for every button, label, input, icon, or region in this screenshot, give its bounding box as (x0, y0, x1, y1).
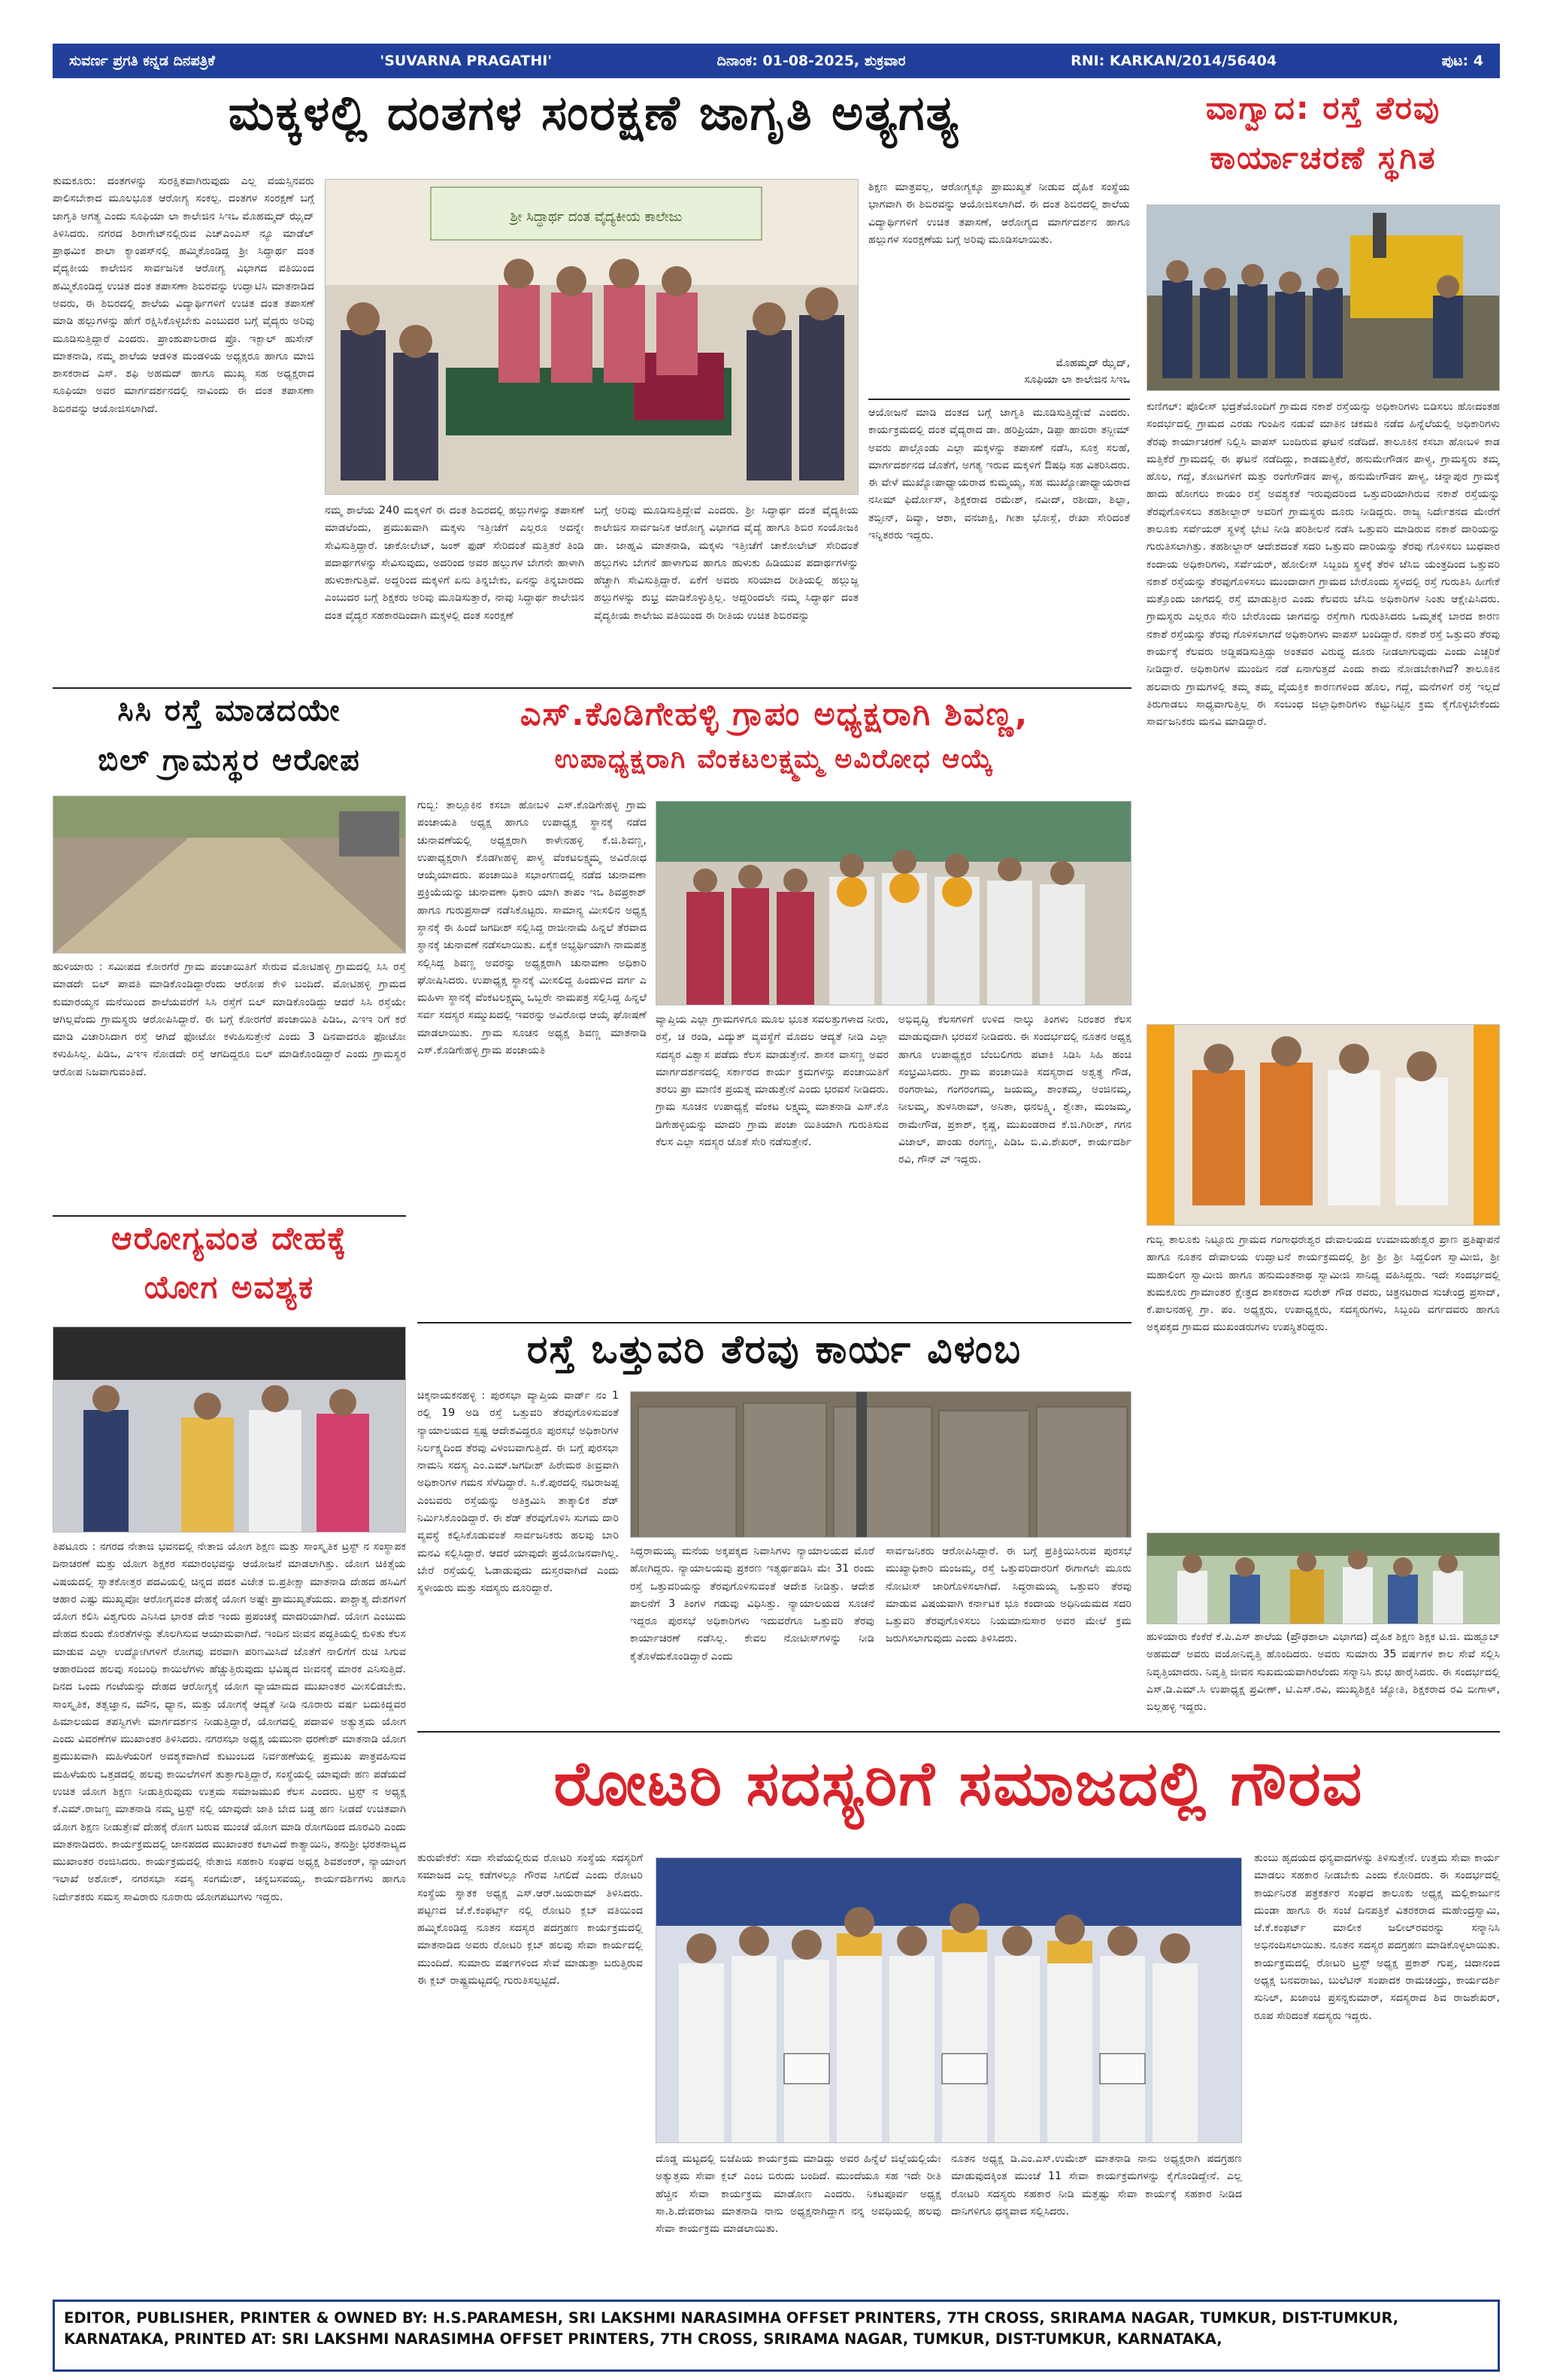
yoga-photo (53, 1326, 406, 1533)
cc-road-photo (53, 796, 406, 954)
rni-number: RNI: KARKAN/2014/56404 (1071, 53, 1277, 69)
road-clear-photo-svg (1147, 205, 1500, 391)
yoga-photo-svg (53, 1327, 406, 1533)
panchayat-col-3: ಅಭಿವೃದ್ಧಿ ಕೆಲಸಗಳಿಗೆ ಉಳಿದ ನಾಲ್ಕು ತಿಂಗಳು ನಿರಂತರ ಕೆಲಸ ಮಾಡುವುದಾಗಿ ಭರವಸೆ ನೀಡಿದರು. ಈ ಸಂದರ್ಭದಲ್ಲಿ ನೂತನ ಅಧ್ಯಕ್ಷ ಹಾಗೂ ಉಪಾಧ್ಯಕ್ಷರ ಬೆಂಬಲಿಗರು ಪಟಾಕಿ ಸಿಡಿಸಿ ಸಿಹಿ ಹಂಚಿ ಸಂಭ್ರಮಿಸಿದರು. ಗ್ರಾಮ ಪಂಚಾಯಿತಿ ಸದಸ್ಯರಾದ ಅಶ್ವತ್ಥ ಗೌಡ, ರಂಗರಾಜು, ಗಂಗರಂಗಮ್ಮ, ಜಯಮ್ಮ, ಶಾಂತಮ್ಮ, ಅಂಜಿನಮ್ಮ, ನೀಲಮ್ಮ, ತುಳಸಿರಾಮ್, ಅನಿತಾ, ಧನಲಕ್ಷ್ಮಿ, ಶ್ವೇತಾ, ಮಂಜಮ್ಮ, ರಾಮೇಗೌಡ, ಪ್ರಕಾಶ್, ಕೃಷ್ಣ, ಮುಖಂಡರಾದ ಕೆ.ಜಿ.ಗಿರೀಶ್, ಗಗನ ವಿಜಾಲ್, ಪಾಂಡು ರಂಗಣ್ಣ, ಪಿಡಿಒ ಬಿ.ವಿ.ಶೇಖರ್, ಕಾರ್ಯದರ್ಶಿ ರವಿ, ಗೌನ್ ಎ್ ಇದ್ದರು. (898, 1014, 1131, 1166)
panchayat-headline-1: ಎಸ್.ಕೊಡಿಗೇಹಳ್ಳಿ ಗ್ರಾಪಂ ಅಧ್ಯಕ್ಷರಾಗಿ ಶಿವಣ್ಣ, (520, 698, 1029, 733)
road-clear-headline-1: ವಾಗ್ವಾದ: ರಸ್ತೆ ತೆರವು (1205, 92, 1441, 126)
divider (868, 399, 1130, 400)
panchayat-photo-svg (656, 802, 1131, 1005)
paper-name-english: 'SUVARNA PRAGATHI' (380, 53, 553, 69)
road-clear-body: ಕುಣಿಗಲ್: ಪೊಲೀಸ್ ಭದ್ರತೆಯೊಂದಿಗೆ ಗ್ರಾಮದ ನಕಾಶೆ ರಸ್ತೆಯನ್ನು ಅಧಿಕಾರಿಗಳು ಬಿಡಿಸಲು ಹೋದಂತಹ ಸಂದರ್ಭದಲ್ಲಿ ಗ್ರಾಮದ ಎರಡು ಗುಂಪಿನ ನಡುವೆ ಮಾತಿನ ಚಕಮಕಿ ನಡೆದ ಹಿನ್ನೆಲೆಯಲ್ಲಿ ಅಧಿಕಾರಿಗಳು ತೆರವು ಕಾರ್ಯಾಚರಣೆ ನಿಲ್ಲಿಸಿ ವಾಪಸ್ ಬಂದಿರುವ ಘಟನೆ ನಡೆದಿದೆ. ತಾಲೂಕಿನ ಕಸಬಾ ಹೋಬಳಿ ಕಾಡ ಮತ್ತಿಕೆರೆ ಗ್ರಾಮದಲ್ಲಿ ಈ ಘಟನೆ ನಡೆದಿದ್ದು, ಕಾಡಮತ್ತಿಕೆರೆ, ಹನುಮೇಗೌಡನ ಪಾಳ್ಯ, ಗ್ರಾಮಸ್ಥರು ತಮ್ಮ ಹೊಲ, ಗದ್ದೆ, ತೋಟಗಳಿಗೆ ಮತ್ತು ರಂಗೇಗೌಡನ ಪಾಳ್ಯ, ಹನುಮೇಗೌಡನ ಪಾಳ್ಯ, ಚನ್ನಾಪುರ ಗ್ರಾಮಕ್ಕೆ ಹಾದು ಹೋಗಲು ಕಾಯಂ ರಸ್ತೆ ಅವಶ್ಯಕತೆ ಇರುವುದರಿಂದ ಒತ್ತುವರಿಯಾಗಿರುವ ನಕಾಶೆ ರಸ್ತೆಯನ್ನು ತೆರವುಗೊಳಿಸಲು ತಹಶೀಲ್ದಾರ್ ಅವರಿಗೆ ಗ್ರಾಮಸ್ಥರು ದೂರು ನೀಡಿದ್ದರು. ರಾಜ್ಯ ನಿರ್ದೇಶನದ ಮೇರೆಗೆ ತಾಲೂಕು ಸರ್ವೆಯರ್ ಸ್ಥಳಕ್ಕೆ ಭೇಟಿ ನೀಡಿ ಪರಿಶೀಲನೆ ನಡೆಸಿ ಒತ್ತುವರಿ ಮಾಡಿರುವ ನಕಾಶೆ ದಾರಿಯನ್ನು ಗುರುತಿಸಲಾಗಿತ್ತು. ತಹಶೀಲ್ದಾರ್ ಆದೇಶದಂತೆ ಸದರಿ ಒತ್ತುವರಿ ದಾರಿಯನ್ನು ತೆರವು ಗೊಳಿಸಲು ಬುಧವಾರ ಕಂದಾಯ ಅಧಿಕಾರಿಗಳು, ಸರ್ವೆಯರ್, ಹೋಲೀಸ್ ಸಿಬ್ಬಂದಿ ಸ್ಥಳಕ್ಕೆ ತೆರಳಿ ಜೆಸಿಬಿ ಯಂತ್ರದಿಂದ ಒತ್ತುವರಿ ನಕಾಶೆ ರಸ್ತೆಯನ್ನು ತೆರವುಗೊಳಿಸಲು ಮುಂದಾದಾಗ ಗ್ರಾಮದ ಬೇರೊಂದು ಸ್ಥಳದಲ್ಲಿ ರಸ್ತೆ ಗುರುತಿಸಿ ಹೀಗೇಕೆ ಮತ್ತೊಂದು ಜಾಗದಲ್ಲಿ ರಸ್ತೆ ಮಾಡುತ್ತೀರ ಎಂದು ಕೆಲವರು ಜೆಸಿಬಿ ಅಧಿಕಾರಿಗಳ ನಿಂತು ಆಕ್ಷೇಪಿಸಿದರು. ಗ್ರಾಮಸ್ಥರು ಎಲ್ಲರೂ ಸೇರಿ ಬೇರೊಂದು ಜಾಗವನ್ನು ರಸ್ತೆಗಾಗಿ ಗುರುತಿಸಿದರು ಒಮ್ಮತಕ್ಕೆ ಬಾರದ ಕಾರಣ ನಕಾಶೆ ರಸ್ತೆಯನ್ನು ತೆರವು ಗೊಳಿಸಲಾಗದೆ ಅಧಿಕಾರಿಗಳು ವಾಪಸ್ ಬಂದಿದ್ದಾರೆ. ನಕಾಶೆ ರಸ್ತೆ ಒತ್ತುವರಿ ತೆರವು ಕಾರ್ಯಕ್ಕೆ ಕೆಲವರು ಅಡ್ಡಿಪಡಿಸುತ್ತಿದ್ದು ಅಂತವರ ವಿರುದ್ಧ ದೂರು ನೀಡಲಾಗುವುದು ಎಂದು ಎಚ್ಚರಿಕೆ ನೀಡಿದ್ದಾರೆ. ಅಧಿಕಾರಿಗಳ ಮುಂದಿನ ನಡೆ ಏನಾಗುತ್ತದೆ ಎಂದು ಕಾದು ನೋಡಬೇಕಾಗಿದೆ? ತಾಲೂಕಿನ ಹಲವಾರು ಗ್ರಾಮಗಳಲ್ಲಿ ತಮ್ಮ ತಮ್ಮ ವೈಯಕ್ತಿಕ ಕಾರಣಗಳಿಂದ ಹೊಲ, ಗದ್ದೆ, ಮನೆಗಳಿಗೆ ರಸ್ತೆ ಇಲ್ಲದೆ ತಿರುಗಾಡಲು ಸಾಧ್ಯವಾಗುತ್ತಿಲ್ಲ ಈ ಸಂಬಂಧ ಜಿಲ್ಲಾಧಿಕಾರಿಗಳು ಕಟ್ಟುನಿಟ್ಟಿನ ಕ್ರಮ ಕೈಗೊಳ್ಳಬೇಕೆಂದು ಸಾರ್ವಜನಿಕರು ಮನವಿ ಮಾಡಿದ್ದಾರೆ. (1147, 401, 1500, 729)
retire-photo-svg (1147, 1533, 1500, 1624)
section-rule (417, 1322, 1131, 1323)
yoga-headline-2: ಯೋಗ ಅವಶ್ಯಕ (144, 1271, 315, 1305)
dental-headline: ಮಕ್ಕಳಲ್ಲಿ ದಂತಗಳ ಸಂರಕ್ಷಣೆ ಜಾಗೃತಿ ಅತ್ಯಗತ್ಯ (228, 89, 960, 141)
rotary-photo (656, 1857, 1242, 2143)
cc-road-photo-svg (53, 796, 406, 954)
imprint-line-2: KARNATAKA, PRINTED AT: SRI LAKSHMI NARASIMHA OFFSET PRINTERS, 7TH CROSS, SRIRAMA NAGAR, TUMKUR, DIST-TUMKUR, KARNATAKA, (64, 2330, 1222, 2348)
rotary-col-3: ನೂತನ ಅಧ್ಯಕ್ಷ ಡಿ.ಎಂ.ಎಸ್.ಉಮೇಶ್ ಮಾತನಾಡಿ ನಾನು ಅಧ್ಯಕ್ಷರಾಗಿ ಪದಗ್ರಹಣ ಮಾಡುವುದಕ್ಕಿಂತ ಮುಂಚೆ 11 ಸೇವಾ ಕಾರ್ಯಕ್ರಮಗಳನ್ನು ಕೈಗೊಂಡಿದ್ದೇನೆ. ಎಲ್ಲ ರೋಟರಿ ಸದಸ್ಯರು ಸಹಕಾರ ನೀಡಿ ಮತ್ತಷ್ಟು ಸೇವಾ ಕಾರ್ಯಕ್ಕೆ ಸಹಕಾರ ನೀಡಿದ ದಾನಿಗಳಿಗೂ ಧನ್ಯವಾದ ಸಲ್ಲಿಸಿದರು. (951, 2153, 1242, 2218)
dental-col-3: ಬಗ್ಗೆ ಅರಿವು ಮೂಡಿಸುತ್ತಿದ್ದೇವೆ ಎಂದರು. ಶ್ರೀ ಸಿದ್ಧಾರ್ಥ ದಂತ ವೈದ್ಯಕೀಯ ಕಾಲೇಜಿನ ಸಾರ್ವಜನಿಕ ಆರೋಗ್ಯ ವಿಭಾಗದ ವೈದ್ಯೆ ಹಾಗೂ ಶಿಬಿರ ಸಂಯೋಜಕಿ ಡಾ. ಜಾಹ್ನವಿ ಮಾತನಾಡಿ, ಮಕ್ಕಳು ಇತ್ತೀಚೆಗೆ ಚಾಕೋಲೇಟ್ ಸೇರಿದಂತೆ ಹಲ್ಲುಗಳು ಬೇಗನೆ ಹಾಳಾಗುವ ಹಾಗೂ ಹುಳುಕು ಹಿಡಿಯುವ ಪದಾರ್ಥಗಳನ್ನು ಹೆಚ್ಚಾಗಿ ಸೇವಿಸುತ್ತಿದ್ದಾರೆ. ಏಕೆಗೆ ಅವರು ಸರಿಯಾದ ರೀತಿಯಲ್ಲಿ ಹಲ್ಲುಜ್ಜ ಹಲ್ಲುಗಳನ್ನು ಶುಭ್ರ ಮಾಡಿಕೊಳ್ಳುತ್ತಿಲ್ಲ. ಅದ್ದರಿಂದಲೇ ನಮ್ಮ ಸಿದ್ಧಾರ್ಥ ದಂತ ವೈದ್ಯಕೀಯ ಕಾಲೇಜು ವತಿಯಿಂದ ಈ ರೀತಿಯ ಉಚಿತ ಶಿಬಿರವನ್ನು (594, 505, 859, 622)
cc-road-headline-1: ಸಿಸಿ ರಸ್ತೆ ಮಾಡದಯೇ (117, 695, 341, 728)
signature-title: ಸೂಫಿಯಾ ಲಾ ಕಾಲೇಜಿನ ಸಿಇಒ (1024, 374, 1130, 387)
road-clear-photo (1147, 205, 1500, 391)
imprint-line-1: EDITOR, PUBLISHER, PRINTER & OWNED BY: H.S.PARAMESH, SRI LAKSHMI NARASIMHA OFFSET PRINTERS, 7TH CROSS, SRIRAMA NAGAR, TUMKUR, DIST-TUMKUR, (64, 2309, 1399, 2327)
rotary-col-1: ತುರುವೇಕೆರೆ: ಸದಾ ಸೇವೆಯಲ್ಲಿರುವ ರೋಟರಿ ಸಂಸ್ಥೆಯ ಸದಸ್ಯರಿಗೆ ಸಮಾಜದ ಎಲ್ಲ ಕಡೆಗಳಲ್ಲೂ ಗೌರವ ಸಿಗಲಿದೆ ಎಂದು ರೋಟರಿ ಸಂಸ್ಥೆಯ ಸ್ನಾತಕ ಅಧ್ಯಕ್ಷ ಎಸ್.ಆರ್.ಜಯರಾಮ್ ತಿಳಿಸಿದರು. ಪಟ್ಟಣದ ಜೆ.ಕೆ.ಕಂಫರ್ಟ್ಸ್ ನಲ್ಲಿ ರೋಟರಿ ಕ್ಲಬ್ ವತಿಯಿಂದ ಹಮ್ಮಿಕೊಂಡಿದ್ದ ನೂತನ ಸದಸ್ಯರ ಪದಗ್ರಹಣ ಕಾರ್ಯಕ್ರಮದಲ್ಲಿ ಮಾತನಾಡಿದ ಅವರು ರೋಟರಿ ಕ್ಲಬ್ ಹಲವು ಸೇವಾ ಕಾರ್ಯದಲ್ಲಿ ಮುಂದಿದೆ. ಸುಮಾರು ವರ್ಷಗಳಿಂದ ಸೇವೆ ಮಾಡುತ್ತಾ ಬರುತ್ತಿರುವ ಈ ಕ್ಲಬ್ ರಾಷ್ಟ್ರಮಟ್ಟದಲ್ಲಿ ಗುರುತಿಸಲ್ಪಟ್ಟಿದೆ. (417, 1852, 643, 1987)
encroach-photo (630, 1391, 1131, 1538)
cc-road-body: ಹುಳಿಯಾರು : ಸಮೀಪದ ಕೋರಗೆರೆ ಗ್ರಾಮ ಪಂಚಾಯಿತಿಗೆ ಸೇರುವ ಮೋಟಿಹಳ್ಳಿ ಗ್ರಾಮದಲ್ಲಿ ಸಿಸಿ ರಸ್ತೆ ಮಾಡದೇ ಬಿಲ್ ಪಾವತಿ ಮಾಡಿಕೊಂಡಿದ್ದಾರೆಂದು ಆರೋಪ ಕೇಳಿ ಬಂದಿದೆ. ಮೋಟಿಹಳ್ಳಿ ಗ್ರಾಮದ ಕುಮಾರಯ್ಯನ ಮನೆಯಿಂದ ಶಾಲೆಯವರೆಗೆ ಸಿಸಿ ರಸ್ತೆಗೆ ಬಿಲ್ ಮಾಡಿಕೊಂಡಿದ್ದು ಆದರೆ ಸಿಸಿ ರಸ್ತೆಯೇ ಆಗಿಲ್ಲವೆಂದು ಗ್ರಾಮಸ್ಥರು ಆರೋಪಿಸಿದ್ದಾರೆ. ಈ ಬಗ್ಗೆ ಕೋರಗೆರೆ ಪಂಚಾಯಿತಿ ಪಿಡಿಒ, ಎಇಇ ರಿಗೆ ಕರೆ ಮಾಡಿ ವಿಚಾರಿಸಿದಾಗ ರಸ್ತೆ ಆಗಿದೆ ಫೋಟೋ ಕಳುಹಿಸುತ್ತೇನೆ ಎಂದು 3 ದಿನವಾದರೂ ಫೋಟೋ ಕಳುಹಿಸಿಲ್ಲ. ಪಿಡಿಒ, ಎಇಇ ನೋಡದೇ ರಸ್ತೆ ಆಗದಿದ್ದರೂ ಬಿಲ್ ಮಾಡಿಕೊಂಡಿದ್ದಾರೆ ಎಂದು ಗ್ರಾಮಸ್ಥರ ಆರೋಪ ನಿಜವಾಗುವಂತಿದೆ. (53, 961, 406, 1078)
signature-name: ಮೊಹಮ್ಮದ್ ಝೈದ್, (1056, 357, 1130, 369)
encroach-col-1: ಚಿಕ್ಕನಾಯಕನಹಳ್ಳಿ : ಪುರಸಭಾ ವ್ಯಾಪ್ತಿಯ ವಾರ್ಡ್ ನಂ 1 ರಲ್ಲಿ 19 ಅಡಿ ರಸ್ತೆ ಒತ್ತುವರಿ ತೆರವುಗೊಳಿಸುವಂತೆ ನ್ಯಾಯಾಲಯದ ಸ್ಪಷ್ಟ ಆದೇಶವಿದ್ದರೂ ಪುರಸಭೆ ಅಧಿಕಾರಿಗಳ ನಿರ್ಲಕ್ಷ್ಯದಿಂದ ತೆರವು ವಿಳಂಬವಾಗುತ್ತಿದೆ. ಈ ಬಗ್ಗೆ ಪುರಸಭಾ ನಾಮನಿ ಸದಸ್ಯ ಎಂ.ಎಮ್.ಜಗದೀಶ್ ಹಿರೇಮಠ ತೀವ್ರವಾಗಿ ಅಧಿಕಾರಿಗಳ ಗಮನ ಸೆಳೆದಿದ್ದಾರೆ. ಸಿ.ಕೆ.ಪುರದಲ್ಲಿ ನಟರಾಜಪ್ಪ ಎಂಬವರು ರಸ್ತೆಯನ್ನು ಅತಿಕ್ರಮಿಸಿ ತಾತ್ಕಾಲಿಕ ಶೆಡ್ ನಿರ್ಮಿಸಿಕೊಂಡಿದ್ದಾರೆ. ಈ ಶೆಡ್ ತೆರವುಗೊಳಿಸಿ ಸುಗಮ ದಾರಿ ವ್ಯವಸ್ಥೆ ಕಲ್ಪಿಸಿಕೊಡುವಂತೆ ಸಾರ್ವಜನಿಕರು ಹಲವು ಬಾರಿ ಮನವಿ ಸಲ್ಲಿಸಿದ್ದಾರೆ. ಆದರೆ ಯಾವುದೇ ಪ್ರಯೋಜನವಾಗಿಲ್ಲ. ಬೇರೆ ರಸ್ತೆಯಲ್ಲಿ ಓಡಾಡುವುದು ದುಸ್ತರವಾಗಿದೆ ಎಂದು ಸ್ಥಳೀಯರು ಮತ್ತು ಸದಸ್ಯರು ದೂರಿದ್ದಾರೆ. (417, 1390, 619, 1595)
panchayat-headline-2: ಉಪಾಧ್ಯಕ್ಷರಾಗಿ ವೆಂಕಟಲಕ್ಷ್ಮಮ್ಮ ಅವಿರೋಧ ಆಯ್ಕೆ (554, 746, 995, 775)
dental-photo (325, 179, 859, 495)
dental-col-1: ತುಮಕೂರು: ದಂತಗಳನ್ನು ಸುರಕ್ಷಿತವಾಗಿರುವುದು ಎಲ್ಲ ವಯಸ್ಸಿನವರು ಪಾಲಿಸಬೇಕಾದ ಮೂಲಭೂತ ಆರೋಗ್ಯ ಸಂಕಲ್ಪ. ದಂತಗಳ ಸಂರಕ್ಷಣೆ ಬಗ್ಗೆ ಜಾಗೃತಿ ಅಗತ್ಯ ಎಂದು ಸೂಫಿಯಾ ಲಾ ಕಾಲೇಜಿನ ಸಿಇಒ ಮೊಹಮ್ಮದ್ ಝೈದ್ ತಿಳಿಸಿದರು. ನಗರದ ಶಿರಾಗೇಟ್‌ನಲ್ಲಿರುವ ಎಚ್‌ಎಂಎಸ್ ನ್ಯೂ ಮಾಡೆಲ್ ಪ್ರಾಥಮಿಕ ಶಾಲಾ ಕ್ಯಾಂಪಸ್‌ನಲ್ಲಿ ಹಮ್ಮಿಕೊಂಡಿದ್ದ ಶ್ರೀ ಸಿದ್ಧಾರ್ಥ ದಂತ ವೈದ್ಯಕೀಯ ಕಾಲೇಜಿನ ಸಾರ್ವಜನಿಕ ಆರೋಗ್ಯ ವಿಭಾಗದ ವತಿಯಿಂದ ಹಮ್ಮಿಕೊಂಡಿದ್ದ ಉಚಿತ ದಂತ ತಪಾಸಣಾ ಶಿಬಿರವನ್ನು ಉದ್ಘಾಟಿಸಿ ಮಾತನಾಡಿದ ಅವರು, ಈ ಶಿಬಿರದಲ್ಲಿ ಶಾಲೆಯ ವಿದ್ಯಾರ್ಥಿಗಳಿಗೆ ಉಚಿತ ದಂತ ತಪಾಸಣೆ ಮಾಡಿ ಹಲ್ಲುಗಳನ್ನು ಹೇಗೆ ರಕ್ಷಿಸಿಕೊಳ್ಳಬೇಕು ಎಂಬುದರ ಬಗ್ಗೆ ವೈದ್ಯರು ಅರಿವು ಮೂಡಿಸುತ್ತಿದ್ದಾರೆ ಎಂದರು. ಪ್ರಾಂಶುಪಾಲರಾದ ಪ್ರೊ. ಇಕ್ಬಾಲ್ ಹುಸೇನ್ ಮಾತನಾಡಿ, ನಮ್ಮ ಶಾಲೆಯ ಆಡಳಿತ ಮಂಡಳಿಯ ಅಧ್ಯಕ್ಷರೂ ಹಾಗೂ ಮಾಜಿ ಶಾಸಕರಾದ ಎಸ್. ಶಫಿ ಅಹಮದ್ ಹಾಗೂ ಮುಖ್ಯ ಸಹ ಅಧ್ಯಕ್ಷರಾದ ಸೂಫಿಯಾ ಅವರ ಮಾರ್ಗದರ್ಶನದಲ್ಲಿ ನಾವಿಂದು ಈ ದಂತ ತಪಾಸಣಾ ಶಿಬಿರವನ್ನು ಆಯೋಜಿಸಲಾಗಿದೆ. (53, 175, 314, 415)
rotary-photo-svg (656, 1858, 1242, 2143)
imprint-footer (53, 2300, 1500, 2372)
panchayat-col-1: ಗುಬ್ಬಿ: ತಾಲ್ಲೂಕಿನ ಕಸಬಾ ಹೋಬಳಿ ಎಸ್.ಕೊಡಿಗೇಹಳ್ಳಿ ಗ್ರಾಮ ಪಂಚಾಯತಿ ಅಧ್ಯಕ್ಷ ಹಾಗೂ ಉಪಾಧ್ಯಕ್ಷ ಸ್ಥಾನಕ್ಕೆ ನಡೆದ ಚುನಾವಣೆಯಲ್ಲಿ ಅಧ್ಯಕ್ಷರಾಗಿ ಕಾಳೇನಹಳ್ಳಿ ಕೆ.ಜಿ.ಶಿವಣ್ಣ, ಉಪಾಧ್ಯಕ್ಷರಾಗಿ ಕೊಡಗೀಹಳ್ಳಿ ಪಾಳ್ಯ ವೆಂಕಟಲಕ್ಷ್ಮಮ್ಮ ಅವಿರೋಧ ಆಯ್ಕೆಯಾದರು. ಪಂಚಾಯಿತಿ ಸಭಾಂಗಣದಲ್ಲಿ ನಡೆದ ಚುನಾವಣಾ ಪ್ರಕ್ರಿಯೆಯನ್ನು ಚುನಾವಣಾ ಧಿಕಾರಿ ಯಾಗಿ ತಾಪಂ ಇಒ ಶಿವಪ್ರಕಾಶ್ ಹಾಗೂ ಗುರುಪ್ರಸಾದ್ ನಡೆಸಿಕೊಟ್ಟರು. ಸಾಮಾನ್ಯ ಮೀಸಲಿನ ಅಧ್ಯಕ್ಷ ಸ್ಥಾನಕ್ಕೆ ಈ ಹಿಂದೆ ಜಗದೀಶ್ ಸಲ್ಲಿಸಿದ್ದ ರಾಜೀನಾಮೆ ಹಿನ್ನಲೆ ತೆರವಾದ ಸ್ಥಾನಕ್ಕೆ ಚುನಾವಣೆ ನಡೆಸಲಾಯಿತು. ಏಕೈಕ ಅಭ್ಯರ್ಥಿಯಾಗಿ ನಾಮಪತ್ರ ಸಲ್ಲಿಸಿದ್ದ ಶಿವಣ್ಣ ಅವರನ್ನು ಅಧ್ಯಕ್ಷರಾಗಿ ಚುನಾವಣಾ ಅಧಿಕಾರಿ ಘೋಷಿಸಿದರು. ಉಪಾಧ್ಯಕ್ಷ ಸ್ಥಾನಕ್ಕೆ ಮೀಸಲಿದ್ದ ಹಿಂದುಳಿದ ವರ್ಗ ಎ ಮಹಿಳಾ ಸ್ಥಾನಕ್ಕೆ ವೆಂಕಟಲಕ್ಷ್ಮಮ್ಮ ಒಬ್ಬರೇ ನಾಮಪತ್ರ ಸಲ್ಲಿಸಿದ್ದ ಹಿನ್ನಲೆ ಸರ್ವ ಸದಸ್ಯರ ಸಮ್ಮುಖದಲ್ಲಿ ಇವರನ್ನು ಅವಿರೋಧ ಆಯ್ಕೆ ಘೋಷಣೆ ಮಾಡಲಾಯಿತು. ಗ್ರಾಮ ಸೂಚನ ಅಧ್ಯಕ್ಷ ಶಿವಣ್ಣ ಮಾತನಾಡಿ ಎಸ್.ಕೊಡಿಗೇಹಳ್ಳಿ ಗ್ರಾಮ ಪಂಚಾಯತಿ (417, 799, 647, 1057)
road-clear-headline-2: ಕಾರ್ಯಾಚರಣೆ ಸ್ಥಗಿತ (1210, 141, 1437, 176)
rotary-headline: ರೋಟರಿ ಸದಸ್ಯರಿಗೆ ಸಮಾಜದಲ್ಲಿ ಗೌರವ (553, 1752, 1364, 1820)
section-rule (53, 687, 1131, 689)
dental-signature (868, 355, 1130, 393)
dental-col-2: ನಮ್ಮ ಶಾಲೆಯ 240 ಮಕ್ಕಳಿಗೆ ಈ ದಂತ ಶಿಬಿರದಲ್ಲಿ ಹಲ್ಲುಗಳನ್ನು ತಪಾಸಣೆ ಮಾಡಲೆಂದು, ಪ್ರಮುಖವಾಗಿ ಮಕ್ಕಳು ಇತ್ತೀಚೆಗೆ ಎಲ್ಲರೂ ಅದನ್ನೇ ಸೇವಿಸುತ್ತಿದ್ದಾರೆ. ಚಾಕೋಲೇಟ್, ಜಂಕ್ ಫುಡ್ ಸೇರಿದಂತೆ ಮತ್ತಿತರೆ ತಿಂಡಿ ಪದಾರ್ಥಗಳನ್ನು ಸೇವಿಸುವುದು, ಅದರಿಂದ ಅವರ ಹಲ್ಲುಗಳ ಬೇಗನೇ ಹಾಳಾಗಿ ಹುಳುಕಾಗುತ್ತಿವೆ. ಅದ್ದರಿಂದ ಮಕ್ಕಳಿಗೆ ಏನು ತಿನ್ನಬೇಕು, ಏನನ್ನು ತಿನ್ನಬಾರದು ಎಂಬುದರ ಬಗ್ಗೆ ಶಿಕ್ಷಕರು ಅರಿವು ಮೂಡಿಸುತ್ತಾರೆ, ನಾವು ಸಿದ್ಧಾರ್ಥ ಕಾಲೇಜಿನ ದಂತ ವೈದ್ಯರ ಸಹಕಾರದಿಂದಾಗಿ ಮಕ್ಕಳಲ್ಲಿ ದಂತ ಸಂರಕ್ಷಣೆ (325, 505, 584, 622)
panchayat-photo (656, 801, 1131, 1005)
encroach-col-3: ಸಾರ್ವಜನಿಕರು ಆರೋಪಿಸಿದ್ದಾರೆ. ಈ ಬಗ್ಗೆ ಪ್ರತಿಕ್ರಿಯಿಸಿರುವ ಪುರಸಭೆ ಮುಖ್ಯಾಧಿಕಾರಿ ಮಂಜಮ್ಮ, ರಸ್ತೆ ಒತ್ತುವರಿದಾರರಿಗೆ ಈಗಾಗಲೇ ಮೂರು ನೋಟೀಸ್ ಜಾರಿಗೊಳಿಸಲಾಗಿದೆ. ಸಿದ್ಧರಾಮಯ್ಯ ಒತ್ತುವರಿ ತೆರವು ಮಾಡುವ ವಿಷಯವಾಗಿ ಕರ್ನಾಟಕ ಭೂ ಕಂದಾಯ ಅಧಿನಿಯಮದ ಸದರಿ ಒತ್ತುವರಿ ತೆರವುಗೊಳಿಸಲು ನಿಯಮಾನುಸಾರ ಅವರ ಮೇಲೆ ಕ್ರಮ ಜರುಗಿಸಲಾಗುವುದು ಎಂದು ತಿಳಿಸಿದರು. (886, 1545, 1131, 1645)
temple-photo-svg (1147, 1025, 1500, 1226)
temple-caption: ಗುಬ್ಬಿ ತಾಲೂಕು ನಿಟ್ಟೂರು ಗ್ರಾಮದ ಗಂಗಾಧರೇಶ್ವರ ದೇವಾಲಯದ ಉಮಾಮಹೇಶ್ವರ ಪ್ರಾಣ ಪ್ರತಿಷ್ಠಾಪನೆ ಹಾಗೂ ನೂತನ ದೇವಾಲಯ ಉದ್ಘಾಟನೆ ಕಾರ್ಯಕ್ರಮದಲ್ಲಿ ಶ್ರೀ ಶ್ರೀ ಶ್ರೀ ಸಿದ್ದಲಿಂಗ ಸ್ವಾಮೀಜಿ, ಶ್ರೀ ಮಹಾಲಿಂಗ ಸ್ವಾಮೀಜಿ ಹಾಗೂ ಹನುಮಂತನಾಥ ಸ್ವಾಮೀಜಿ ಸಾನಿಧ್ಯ ವಹಿಸಿದ್ದರು. ಇದೇ ಸಂದರ್ಭದಲ್ಲಿ ತುಮಕೂರು ಗ್ರಾಮಾಂತರ ಕ್ಷೇತ್ರದ ಶಾಸಕರಾದ ಸುರೇಶ್ ಗೌಡ ರವರು, ಚಿತ್ರನಟರಾದ ಸುಚೇಂದ್ರ ಪ್ರಸಾದ್, ಕೆ.ಪಾಲನಹಳ್ಳಿ ಗ್ರಾ. ಪಂ. ಅಧ್ಯಕ್ಷರು, ಉಪಾಧ್ಯಕ್ಷರು, ಸದಸ್ಯರುಗಳು, ಸಿಬ್ಬಂದಿ ವರ್ಗದವರು ಹಾಗೂ ಅಕ್ಕಪಕ್ಕದ ಗ್ರಾಮದ ಮುಖಂಡರುಗಳು ಉಪಸ್ಥಿತರಿದ್ದರು. (1147, 1232, 1500, 1525)
section-rule (417, 1731, 1500, 1733)
rotary-col-2: ದೊಡ್ಡ ಮಟ್ಟದಲ್ಲಿ ಬಿಜೆಪಿಯ ಕಾರ್ಯಕ್ರಮ ಮಾಡಿದ್ದು ಅವರ ಹಿನ್ನೆಲೆ ಜಿಲ್ಲೆಯಲ್ಲಿಯೇ ಅತ್ಯುತ್ತಮ ಸೇವಾ ಕ್ಲಬ್ ಎಂಬ ಬಿರುದು ಬಂದಿದೆ. ಮುಂದೆಯೂ ಸಹ ಇದೇ ರೀತಿ ಹೆಚ್ಚಿನ ಸೇವಾ ಕಾರ್ಯಕ್ರಮ ಮಾಡೋಣ ಎಂದರು. ನಿಕಟಪೂರ್ವ ಅಧ್ಯಕ್ಷ ಸಾ.ಶಿ.ದೇವರಾಜು ಮಾತನಾಡಿ ನಾನು ಅಧ್ಯಕ್ಷನಾಗಿದ್ದಾಗ ನನ್ನ ಅವಧಿಯಲ್ಲಿ ಹಲವು ಸೇವಾ ಕಾರ್ಯಕ್ರಮ ಮಾಡಲಾಯಿತು. (656, 2153, 941, 2236)
dental-camp-photo-svg (326, 180, 859, 495)
temple-photo (1147, 1024, 1500, 1226)
yoga-headline-1: ಆರೋಗ್ಯವಂತ ದೇಹಕ್ಕೆ (111, 1222, 348, 1257)
dental-col-4a: ಶಿಕ್ಷಣ ಮಾತ್ರವಲ್ಲ, ಆರೋಗ್ಯಕ್ಕೂ ಪ್ರಾಮುಖ್ಯತೆ ನೀಡುವ ದೈಹಿಕ ಸಂಸ್ಥೆಯ ಭಾಗವಾಗಿ ಈ ಶಿಬಿರವನ್ನು ಆಯೋಜಿಸಲಾಗಿದೆ. ಈ ದಂತ ಶಿಬಿರದಲ್ಲಿ ಶಾಲೆಯ ವಿದ್ಯಾರ್ಥಿಗಳಿಗೆ ಉಚಿತ ತಪಾಸಣೆ, ಆರೋಗ್ಯದ ಮಾರ್ಗದರ್ಶನ ಹಾಗೂ ಹಲ್ಲುಗಳ ಸಂರಕ್ಷಣೆಯ ಬಗ್ಗೆ ಅರಿವು ಮೂಡಿಸಲಾಯಿತು. (868, 181, 1130, 246)
dental-col-4b: ಆಯೋಜನೆ ಮಾಡಿ ದಂತದ ಬಗ್ಗೆ ಜಾಗೃತಿ ಮೂಡಿಸುತ್ತಿದ್ದೇವೆ ಎಂದರು. ಕಾರ್ಯಕ್ರಮದಲ್ಲಿ ದಂತ ವೈದ್ಯರಾದ ಡಾ. ಹರಿಪ್ರಿಯಾ, ಡಿಪ್ಪಾ ಹಾಜಿರಾ ತನ್ಜೀಮ್ ಅವರು ಪಾಲ್ಗೊಂಡು ಎಲ್ಲಾ ಮಕ್ಕಳನ್ನು ತಪಾಸಣೆ ನಡೆಸಿ, ಸೂಕ್ತ ಸಲಹೆ, ಮಾರ್ಗದರ್ಶನದ ಜೊತೆಗೆ, ಅಗತ್ಯ ಇರುವ ಮಕ್ಕಳಿಗೆ ಔಷಧಿ ಸಹ ವಿತರಿಸಿದರು. ಈ ವೇಳೆ ಮುಖ್ಯೋಪಾಧ್ಯಾಯರಾದ ಕುಮ್ಮಯ್ಯ, ಸಹ ಮುಖ್ಯೋಪಾಧ್ಯಾಯರಾದ ನಸೀಮ್ ಫಿರ್ದೋಸ್, ಶಿಕ್ಷಕರಾದ ರಮೇಶ್, ನವೀದ್, ರಶೀದಾ, ಶಿಲ್ಪಾ, ತಬ್ಸೀನ್, ದಿವ್ಯಾ, ಆಶಾ, ವನಜಾಕ್ಷಿ, ಗೀತಾ ಭೋಸ್ಲೆ, ರೇಖಾ ಸೇರಿದಂತೆ ಇನ್ನಿತರರು ಇದ್ದರು. (868, 407, 1130, 541)
issue-date: ದಿನಾಂಕ: 01-08-2025, ಶುಕ್ರವಾರ (716, 53, 906, 69)
rotary-col-4: ತುಂಬು ಹೃದಯದ ಧನ್ಯವಾದಗಳನ್ನು ತಿಳಿಸುತ್ತೇನೆ. ಉತ್ತಮ ಸೇವಾ ಕಾರ್ಯ ಮಾಡಲು ಸಹಕಾರ ನೀಡಬೇಕು ಎಂದು ಕೋರಿದರು. ಈ ಸಂದರ್ಭದಲ್ಲಿ ಕಾರ್ಯನಿರತ ಪತ್ರಕರ್ತರ ಸಂಘದ ತಾಲೂಕು ಅಧ್ಯಕ್ಷ ಮಲ್ಲಿಕಾರ್ಜುನ ದುಂಡಾ ಹಾಗೂ ಈ ಸಂಜೆ ದಿನಪತ್ರಿಕೆ ವಿತರಕರಾದ ಮಹೇಂದ್ರಸ್ವಾಮಿ, ಜೆ.ಕೆ.ಕಂಫರ್ಟ್ ಮಾಲೀಕ ಜಲೀಲ್‌ರವರನ್ನು ಸನ್ಮಾನಿಸಿ ಅಭಿನಂದಿಸಲಾಯಿತು. ನೂತನ ಸದಸ್ಯರ ಪದಗ್ರಹಣ ಮಾಡಿಕೊಳ್ಳಲಾಯಿತು. ಕಾರ್ಯಕ್ರಮದಲ್ಲಿ ರೋಟರಿ ಟ್ರಸ್ಟ್ ಅಧ್ಯಕ್ಷ ಪ್ರಕಾಶ್ ಗುಪ್ತ, ಚಿದಾನಂದ ಅಧ್ಯಕ್ಷ ಬನವರಾಜು, ಬುಲೆಟಿನ್ ಸಂಪಾದಕ ರಾಮಚಂದ್ರು, ಕಾರ್ಯದರ್ಶಿ ಸುನಿಲ್, ಖಜಾಂಚಿ ಪ್ರಸನ್ನಕುಮಾರ್, ಸದಸ್ಯರಾದ ಶಿವ ರಾಜಶೇಖರ್, ರೂಪ ಸೇರಿದಂತೆ ಸದಸ್ಯರು ಇದ್ದರು. (1254, 1852, 1500, 2022)
page-number: ಪುಟ: 4 (1441, 53, 1483, 69)
section-rule (53, 1215, 406, 1217)
retire-caption: ಹುಳಿಯಾರು ಕೆಂಕೆರೆ ಕೆ.ಪಿ.ಎಸ್ ಶಾಲೆಯ (ಪ್ರೌಢಶಾಲಾ ವಿಭಾಗದ) ದೈಹಿಕ ಶಿಕ್ಷಣ ಶಿಕ್ಷಕ ಟಿ.ಜಿ. ಮಹ್ಬೂಬ್ ಅಹಮದ್ ಅವರು ವಯೋನಿವೃತ್ತಿ ಹೊಂದಿದರು. ಅವರು ಸುಮಾರು 35 ವರ್ಷಗಳ ಕಾಲ ಸೇವೆ ಸಲ್ಲಿಸಿ ನಿವೃತ್ತಿಯಾದರು. ನಿವೃತ್ತಿ ಜೀವನ ಸುಖಮಯವಾಗಿರಲೆಂದು ಸನ್ಮಾನಿಸಿ ಶುಭ ಹಾರೈಸಿದರು. ಈ ಸಂದರ್ಭದಲ್ಲಿ ಎಸ್.ಡಿ.ಎಮ್.ಸಿ ಉಪಾಧ್ಯಕ್ಷ ಪ್ರವೀಣ್, ಟಿ.ಎಸ್.ರವಿ, ಮುಖ್ಯಶಿಕ್ಷಕಿ ಜ್ಯೋತಿ, ಶಿಕ್ಷಕರಾದ ರವಿ ಬೀಗಾಳ್, ಬಿಲ್ಲಹಳ್ಳಿ ಇದ್ದರು. (1147, 1629, 1500, 1768)
dental-banner-text: ಶ್ರೀ ಸಿದ್ಧಾರ್ಥ ದಂತ ವೈದ್ಯಕೀಯ ಕಾಲೇಜು (510, 209, 683, 225)
yoga-body: ತಿಪಟೂರು : ನಗರದ ನೇತಾಜಿ ಭವನದಲ್ಲಿ ನೇತಾಜಿ ಯೋಗ ಶಿಕ್ಷಣ ಮತ್ತು ಸಾಂಸ್ಕೃತಿಕ ಟ್ರಸ್ಟ್ ನ ಸಂಸ್ಥಾಪಕ ದಿನಾಚರಣೆ ಮತ್ತು ಯೋಗ ಶಿಕ್ಷಕರ ಸಮಾರಂಭವನ್ನು ಆಯೋಜನೆ ಮಾಡಲಾಗಿತ್ತು. ಯೋಗ ಚಿಕಿತ್ಸೆಯ ವಿಷಯದಲ್ಲಿ ಸ್ನಾತಕೋತ್ತರ ಪದವಿಯಲ್ಲಿ ಚಿನ್ನದ ಪದಕ ವಿಜೇತ ಬಿ.ಪ್ರತೀಕ್ಷಾ ಮಾತನಾಡಿ ದೇಹದ ಹಸಿವಿಗೆ ಆಹಾರ ಎಷ್ಟು ಮುಖ್ಯವೋ ಆರೋಗ್ಯವಂತ ದೇಹಕ್ಕೆ ಯೋಗ ಅಷ್ಟೇ ಪ್ರಾಮುಖ್ಯತೆಯದು. ಪಾಶ್ಚಾತ್ಯ ದೇಶಗಳಿಗೆ ಯೋಗ ಕಲಿಸಿ ವಿಶ್ವಗುರು ಎನಿಸಿದ ಭಾರತ ದೇಶ ಇಂದು ಪ್ರಪಂಚಕ್ಕೆ ಮಾದರಿಯಾಗಿದೆ. ಯೋಗ ಎಂಬುದು ದೇಹದ ಕುಂದು ಕೊರತೆಗಳನ್ನು ತೊಲಗಿಸುವ ಆಯಾಮವಾಗಿದೆ. ಇಂದಿನ ಜೀವನ ಪದ್ಧತಿಯಲ್ಲಿ ಕುಳಿತು ಕೆಲಸ ಮಾಡುವ ಎಲ್ಲಾ ಉದ್ಯೋಗಿಗಳಿಗೆ ರೋಗವು ವರವಾಗಿ ಪರಿಣಮಿಸಿದೆ ಜೊತೆಗೆ ನಾಲಿಗೆಗೆ ರುಚಿ ಸಿಗುವ ಆಹಾರದಿಂದ ಹಲವು ಸಂಬಂಧಿ ಕಾಯಿಲೆಗಳು ಹೆಚ್ಚುತ್ತಿರುವುದು ಭವಿಷ್ಯದ ಜೀವನಕ್ಕೆ ಮಾರಕ ಎನಿಸುತ್ತಿದೆ. ದಿನದ ಒಂದು ಗಂಟೆಯನ್ನು ದೇಹದ ಆರೋಗ್ಯಕ್ಕೆ ಯೋಗ ವ್ಯಾಯಾಮದ ಮುಖಾಂತರ ಮೀಸಲಿಡಬೇಕು. ಸಾಂಸ್ಕೃತಿಕ, ತತ್ವಜ್ಞಾನ, ಮೌನ, ಧ್ಯಾನ, ಮತ್ತು ಯೋಗಕ್ಕೆ ಆದ್ಯತೆ ನೀಡಿ ನೂರಾರು ವರ್ಷ ಬದುಕಿದ್ದವರ ಹಿಮಾಲಯದ ತಪಸ್ವಿಗಳೇ ಮಾರ್ಗದರ್ಶನ ನೀಡುತ್ತಿದ್ದಾರೆ, ಯೋಗದಲ್ಲಿ ಪದಾವಳಿ ಅತ್ಯುತ್ತಮ ಯೋಗ ಎಂದು ವಿವರಣೆಗಳ ಮುಖಾಂತರ ತಿಳಿಸಿದರು. ನಗರಸಭಾ ಅಧ್ಯಕ್ಷ ಯಮುನಾ ಧರಣೇಶ್ ಮಾತನಾಡಿ ಯೋಗ ಪ್ರಮುಖವಾಗಿ ಮಹಿಳೆಯರಿಗೆ ಅವಶ್ಯಕವಾಗಿದೆ ಕುಟುಂಬದ ನಿರ್ವಹಣೆಯಲ್ಲಿ ಪ್ರಮುಖ ಪಾತ್ರವಹಿಸುವ ಮಹಿಳೆಯರು ಒತ್ತಡದಲ್ಲಿ ಹಲವು ಕಾಯಿಲೆಗಳಿಗೆ ತುತ್ತಾಗುತ್ತಿದ್ದಾರೆ, ಸಂಸ್ಥೆಯಲ್ಲಿ ಯಾವುದೇ ಹಣ ಪಡೆಯದೆ ಉಚಿತ ಯೋಗ ಶಿಕ್ಷಣ ನೀಡುತ್ತಿರುವುದು ಉತ್ತಮ ಸಮಾಜಮುಖಿ ಕೆಲಸ ಎಂದರು. ಟ್ರಸ್ಟ್ ನ ಅಧ್ಯಕ್ಷ ಕೆ.ಎಮ್.ರಾಜಣ್ಣ ಮಾತನಾಡಿ ನಮ್ಮ ಟ್ರಸ್ಟ್ ನಲ್ಲಿ ಯಾವುದೇ ಜಾತಿ ಬೇದ ಬಡ್ಡ ಹಣ ನೀಡದೆ ಉಚಿತವಾಗಿ ಯೋಗ ಶಿಕ್ಷಣ ನೀಡುತ್ತೇವೆ ದೇಹಕ್ಕೆ ರೋಗ ಬರುವ ಮುಂಚೆ ಯೋಗ ಮಾಡಿ ರೋಗದಿಂದ ದೂರವಿರಿ ಎಂದು ಮಾತನಾಡಿದರು. ಕಾರ್ಯಕ್ರಮದಲ್ಲಿ ಜಾನಪದದ ಮುಖಾಂತರ ಕಲಾವಿದೆ ಕಾತ್ಯಾಯಿನಿ, ತನುಶ್ರೀ ಭರತನಾಟ್ಯದ ಮುಖಾಂತರ ರಂಜಿಸಿದರು. ಕಾರ್ಯಕ್ರಮದಲ್ಲಿ ನೇತಾಜಿ ಸಹಕಾರಿ ಸಂಘದ ಅಧ್ಯಕ್ಷ ಶಿವಶಂಕರ್, ನ್ಯಾಯಾಂಗ ಇಲಾಖೆ ಅಶೋಕ್, ನಗರಸಭಾ ಸದಸ್ಯ ಸಂಗಮೇಶ್, ಚನ್ನಬಸವಯ್ಯ, ಕಾರ್ಯದರ್ಶಿಗಳು ಹಾಗೂ ನಿರ್ದೇಶಕರು ಸಮಸ್ತ ಸಾವಿರಾರು ನೂರಾರು ಯೋಗಪಟುಗಳು ಇದ್ದರು. (53, 1541, 406, 1903)
masthead-bar (53, 44, 1500, 78)
encroach-headline: ರಸ್ತೆ ಒತ್ತುವರಿ ತೆರವು ಕಾರ್ಯ ವಿಳಂಬ (526, 1329, 1022, 1372)
cc-road-headline-2: ಬಿಲ್ ಗ್ರಾಮಸ್ಥರ ಆರೋಪ (98, 744, 361, 778)
encroach-photo-svg (631, 1392, 1131, 1538)
panchayat-col-2: ವ್ಯಾಪ್ತಿಯ ಎಲ್ಲಾ ಗ್ರಾಮಗಳಿಗೂ ಮೂಲ ಭೂತ ಸವಲತ್ತುಗಳಾದ ನೀರು, ರಸ್ತೆ, ಚ ರಂಡಿ, ವಿದ್ಯುತ್ ವ್ಯವಸ್ಥೆಗೆ ಮೊದಲ ಆದ್ಯತೆ ನೀಡಿ ಎಲ್ಲಾ ಸದಸ್ಯರ ವಿಶ್ವಾಸ ಪಡೆದು ಕೆಲಸ ಮಾಡುತ್ತೇನೆ. ಶಾಸಕ ವಾಸಣ್ಣ ಅವರ ಮಾರ್ಗದರ್ಶನದಲ್ಲಿ ಸರ್ಕಾರದ ಕಾರ್ಯ ಕ್ರಮಗಳನ್ನು ಪಂಚಾಯಿತಿಗೆ ತರಲು ಪ್ರಾ ಮಾಣಿಕ ಪ್ರಯತ್ನ ಮಾಡುತ್ತೇನೆ ಎಂದು ಭರವಸೆ ನೀಡಿದರು. ಗ್ರಾಮ ಸೂಚನ ಉಪಾಧ್ಯಕ್ಷೆ ವೆಂಕಟ ಲಕ್ಷ್ಮಮ್ಮ ಮಾತನಾಡಿ ಎಸ್.ಕೊ ಡಿಗೇಹಳ್ಳಿಯನ್ನು ಮಾದರಿ ಗ್ರಾಮ ಪಂಚಾ ಯಿತಿಯಾಗಿ ಗುರುತಿಸುವ ಕೆಲಸ ಎಲ್ಲಾ ಸದಸ್ಯರ ಜೊತೆ ಸೇರಿ ನಡೆಸುತ್ತೇನೆ. (656, 1014, 889, 1148)
paper-name-kannada: ಸುವರ್ಣ ಪ್ರಗತಿ ಕನ್ನಡ ದಿನಪತ್ರಿಕೆ (69, 53, 215, 69)
retire-photo (1147, 1533, 1500, 1624)
encroach-col-2: ಸಿದ್ಧರಾಮಯ್ಯ ಮನೆಯ ಅಕ್ಕಪಕ್ಕದ ನಿವಾಸಿಗಳು ನ್ಯಾಯಾಲಯದ ಮೊರೆ ಹೋಗಿದ್ದರು. ನ್ಯಾಯಾಲಯವು ಪ್ರಕರಣ ಇತ್ಯರ್ಥಪಡಿಸಿ ಮೇ 31 ರಂದು ರಸ್ತೆ ಒತ್ತುವರಿಯನ್ನು ತೆರವುಗೊಳಿಸುವಂತೆ ಆದೇಶ ನೀಡಿತ್ತು. ಆದೇಶ ಪಾಲನೆಗೆ 3 ತಿಂಗಳ ಗಡುವು ವಿಧಿಸಿತ್ತು. ನ್ಯಾಯಾಲಯದ ಸೂಚನೆ ಇದ್ದರೂ ಪುರಸಭೆ ಅಧಿಕಾರಿಗಳು ಇದುವರೆಗೂ ಒತ್ತುವರಿ ತೆರವು ಕಾರ್ಯಾಚರಣೆ ನಡೆಸಿಲ್ಲ. ಕೇವಲ ನೋಟೀಸ್‌ಗಳನ್ನು ನೀಡಿ ಕೈತೊಳೆದುಕೊಂಡಿದ್ದಾರೆ ಎಂದು (630, 1545, 874, 1663)
